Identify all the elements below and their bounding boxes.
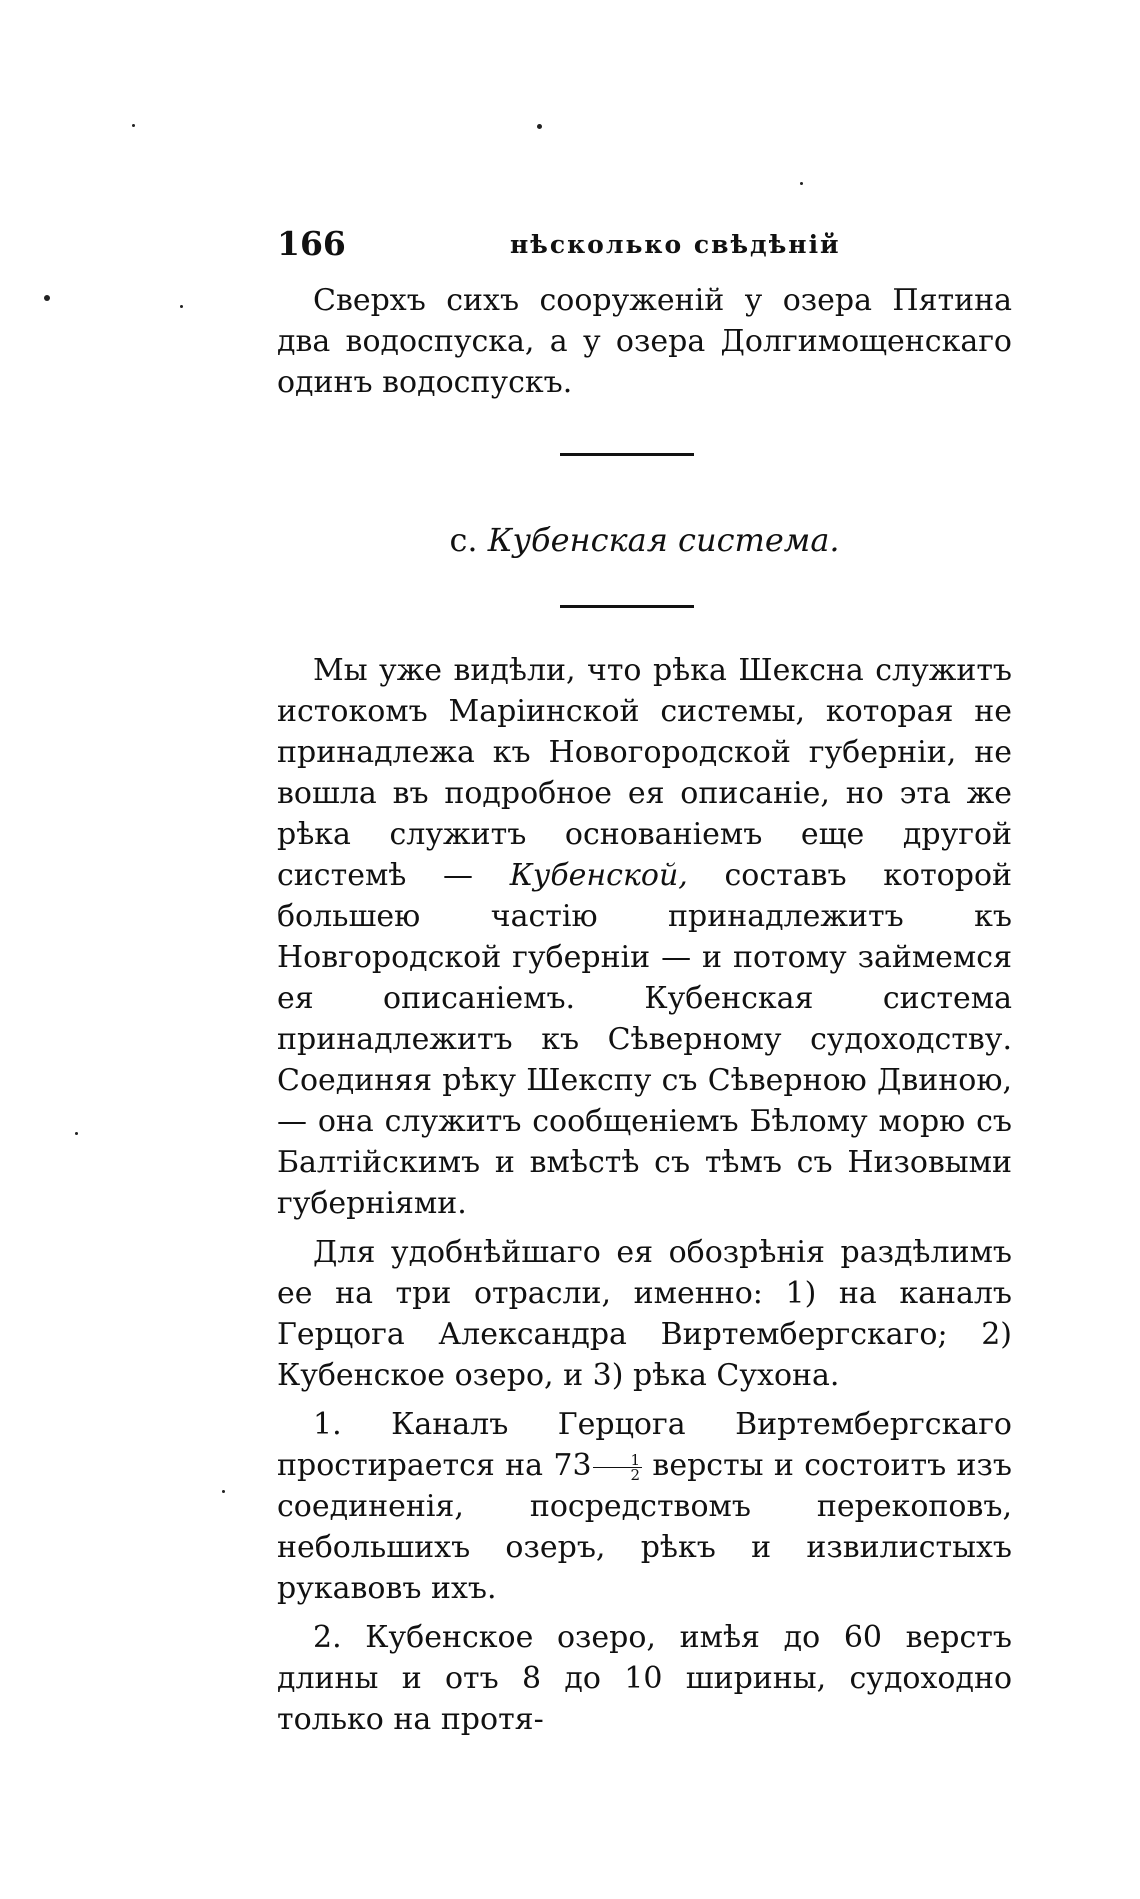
fraction [593, 1450, 643, 1484]
page-number: 166 [277, 224, 346, 263]
paragraph: Для удобнѣйшаго ея обозрѣнiя раздѣлимъ ее на три отрасли, именно: 1) на каналъ Герцога Александра Виртембергскаго; 2) Кубенское озеро, и 3) рѣка Сухона. [277, 1235, 1012, 1393]
section-heading [277, 520, 1012, 560]
paragraph [277, 650, 1012, 1224]
fraction-denominator: 2 [630, 1465, 641, 1484]
emphasized-term: Кубенской, [509, 858, 688, 893]
scan-speck [180, 305, 183, 308]
scan-speck [75, 1132, 78, 1135]
paragraph-text: составъ которой большею частiю принадлежитъ къ Новгородской губернiи — и потому займемся ея описанiемъ. Кубенская система принадлежитъ къ Сѣверному судоходству. Соединяя рѣку Шекспу съ Сѣверною Двиною, — она служитъ сообщенiемъ Бѣлому морю съ Балтiйскимъ и вмѣстѣ съ тѣмъ съ Низовыми губернiями. [277, 858, 1012, 1221]
scan-speck [132, 124, 135, 127]
scan-speck [44, 295, 50, 301]
section-rule-bottom [560, 605, 694, 608]
paragraph-text: Мы уже видѣли, что рѣка Шексна служитъ истокомъ Марiинской системы, которая не принадлежа къ Новогородской губернiи, не вошла въ подробное ея описанiе, но эта же рѣка служитъ основанiемъ еще другой системѣ — [277, 653, 1012, 893]
paragraph-text: 1. Каналъ Герцога Виртембергскаго простирается на 73 [277, 1407, 1012, 1483]
fraction-numerator: 1 [593, 1453, 643, 1468]
running-head [277, 224, 1012, 270]
opening-paragraph-block [277, 280, 1012, 403]
scan-speck [222, 1490, 225, 1493]
paragraph: 2. Кубенское озеро, имѣя до 60 верстъ длины и отъ 8 до 10 ширины, судоходно только на протя- [277, 1620, 1012, 1737]
section-letter: c. [449, 521, 478, 559]
scan-speck [800, 182, 803, 185]
section-rule-top [560, 453, 694, 456]
paragraph-text: версты и состоитъ изъ соединенiя, посредствомъ перекоповъ, небольшихъ озеръ, рѣкъ и извилистыхъ рукавовъ ихъ. [277, 1448, 1012, 1606]
main-text-block [277, 650, 1012, 1740]
scan-speck [537, 124, 542, 129]
paragraph: Сверхъ сихъ сооруженiй у озера Пятина два водоспуска, а у озера Долгимощенскаго одинъ водоспускъ. [277, 283, 1012, 400]
running-title: нѣсколько свѣдѣнiй [510, 230, 841, 259]
section-title: Кубенская система. [487, 521, 840, 559]
paragraph [277, 1404, 1012, 1609]
